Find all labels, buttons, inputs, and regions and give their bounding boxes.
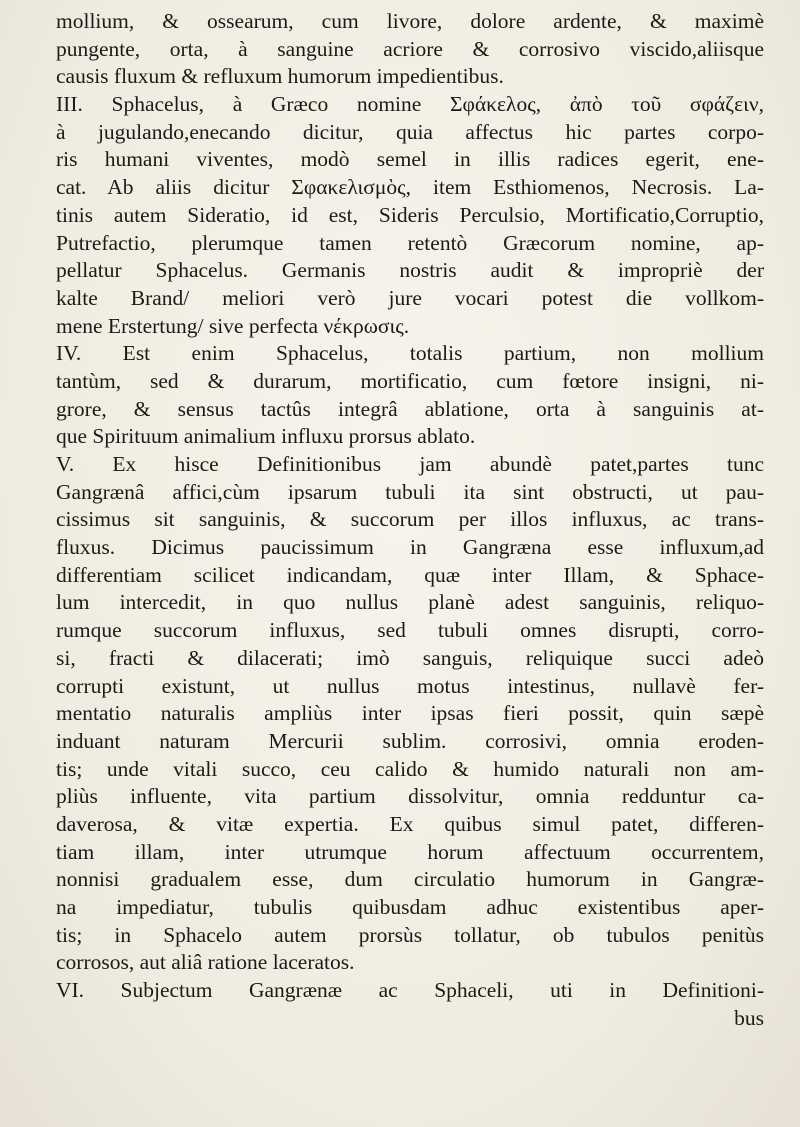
- text-line: causis fluxum & refluxum humorum impedientibus.: [56, 64, 504, 89]
- text-line: mentatio naturalis ampliùs inter ipsas fieri possit, quin sæpè: [56, 701, 764, 726]
- text-line: differentiam scilicet indicandam, quæ inter Illam, & Sphace-: [56, 562, 764, 587]
- text-line: IV. Est enim Sphacelus, totalis partium, non mollium: [56, 341, 764, 366]
- text-line: tiam illam, inter utrumque horum affectuum occurrentem,: [56, 839, 764, 864]
- text-line: corrosos, aut aliâ ratione laceratos.: [56, 950, 355, 975]
- text-line: Putrefactio, plerumque tamen retentò Græcorum nomine, ap-: [56, 230, 764, 255]
- text-line: V. Ex hisce Definitionibus jam abundè patet,partes tunc: [56, 452, 764, 476]
- text-line: cat. Ab aliis dicitur Σφακελισμὸς, item Esthiomenos, Necrosis. La-: [56, 175, 764, 200]
- text-line: mollium, & ossearum, cum livore, dolore ardente, & maximè: [56, 9, 764, 33]
- text-line: daverosa, & vitæ expertia. Ex quibus simul patet, differen-: [56, 811, 764, 836]
- text-line: si, fracti & dilacerati; imò sanguis, reliquique succi adeò: [56, 645, 764, 670]
- text-line: pliùs influente, vita partium dissolvitur, omnia redduntur ca-: [56, 784, 764, 809]
- page-text: [56, 8, 764, 1032]
- text-line: tis; in Sphacelo autem prorsùs tollatur, ob tubulos penitùs: [56, 922, 764, 947]
- text-line: kalte Brand/ meliori verò jure vocari potest die vollkom-: [56, 285, 764, 310]
- text-line: tantùm, sed & durarum, mortificatio, cum fœtore insigni, ni-: [56, 368, 764, 393]
- text-line: à jugulando,enecando dicitur, quia affectus hic partes corpo-: [56, 119, 764, 144]
- text-line: corrupti existunt, ut nullus motus intestinus, nullavè fer-: [56, 673, 764, 698]
- text-line: na impediatur, tubulis quibusdam adhuc existentibus aper-: [56, 895, 764, 919]
- text-line: ris humani viventes, modò semel in illis radices egerit, ene-: [56, 147, 764, 172]
- text-line: tinis autem Sideratio, id est, Sideris Perculsio, Mortificatio,Corruptio,: [56, 202, 764, 227]
- text-line: mene Erstertung/ sive perfecta νέκρωσις.: [56, 313, 410, 338]
- text-line: tis; unde vitali succo, ceu calido & humido naturali non am-: [56, 756, 764, 781]
- text-line: VI. Subjectum Gangrænæ ac Sphaceli, uti in Definitioni-: [56, 978, 764, 1003]
- text-line: fluxus. Dicimus paucissimum in Gangræna esse influxum,ad: [56, 535, 764, 560]
- text-line: induant naturam Mercurii sublim. corrosivi, omnia eroden-: [56, 728, 764, 753]
- text-line: III. Sphacelus, à Græco nomine Σφάκελος, ἀπὸ τοῦ σφάζειν,: [56, 92, 764, 117]
- text-line: Gangrænâ affici,cùm ipsarum tubuli ita sint obstructi, ut pau-: [56, 479, 764, 504]
- catchword: bus: [734, 1005, 764, 1030]
- text-line: lum intercedit, in quo nullus planè adest sanguinis, reliquo-: [56, 590, 764, 615]
- text-line: grore, & sensus tactûs integrâ ablatione, orta à sanguinis at-: [56, 396, 764, 421]
- text-line: que Spirituum animalium influxu prorsus ablato.: [56, 424, 476, 449]
- text-line: pungente, orta, à sanguine acriore & corrosivo viscido,aliisque: [56, 36, 764, 61]
- text-line: pellatur Sphacelus. Germanis nostris audit & impropriè der: [56, 258, 764, 283]
- text-line: rumque succorum influxus, sed tubuli omnes disrupti, corro-: [56, 618, 764, 643]
- text-line: nonnisi gradualem esse, dum circulatio humorum in Gangræ-: [56, 867, 764, 892]
- text-line: cissimus sit sanguinis, & succorum per illos influxus, ac trans-: [56, 507, 764, 532]
